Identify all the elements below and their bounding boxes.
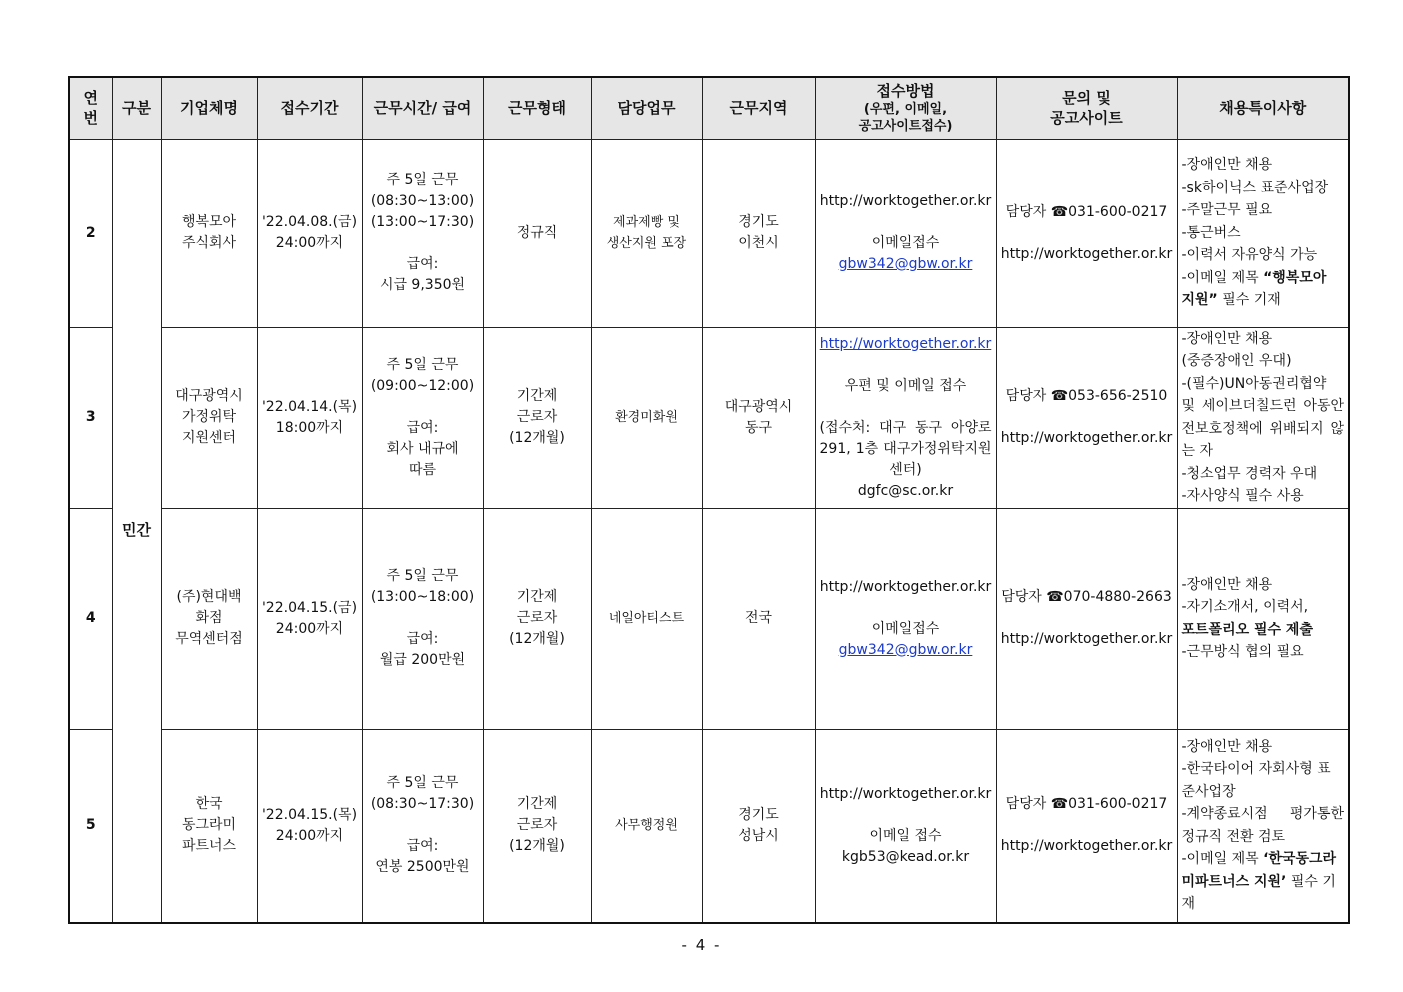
note-line: -sk하이닉스 표준사업장 <box>1181 179 1329 196</box>
region-cell: 경기도 이천시 <box>702 139 815 327</box>
contact-site-link[interactable]: http://worktogether.or.kr <box>1000 430 1173 446</box>
table-row <box>69 508 1349 729</box>
category-cell: 민간 <box>112 139 161 923</box>
method-address: (접수처: 대구 동구 아양로 291, 1층 대구가정위탁지원센터) <box>819 419 992 478</box>
period-cell: '22.04.14.(목) 18:00까지 <box>257 327 362 508</box>
header-method <box>815 77 996 139</box>
method-email: kgb53@kead.or.kr <box>841 848 970 865</box>
hours-pay-cell <box>362 139 483 327</box>
pay-line: 급여: <box>406 838 439 855</box>
pay-line: 연봉 2500만원 <box>375 859 470 876</box>
contact-cell <box>996 508 1177 729</box>
header-num: 연 번 <box>69 77 112 139</box>
job-posting-table <box>68 76 1350 924</box>
notes-cell <box>1177 327 1349 508</box>
header-period: 접수기간 <box>257 77 362 139</box>
header-duty: 담당업무 <box>591 77 702 139</box>
hours-line: 주 5일 근무 <box>386 172 459 188</box>
note-line: -근무방식 협의 필요 <box>1181 644 1304 660</box>
pay-line: 시급 9,350원 <box>379 277 466 293</box>
note-line: -주말근무 필요 <box>1181 202 1273 219</box>
duty-cell: 환경미화원 <box>591 327 702 508</box>
region-cell: 전국 <box>702 508 815 729</box>
note-line: -장애인만 채용 <box>1181 330 1273 347</box>
contact-cell <box>996 327 1177 508</box>
notes-cell <box>1177 139 1349 327</box>
method-site-link[interactable]: http://worktogether.or.kr <box>819 193 992 209</box>
note-line: (중증장애인 우대) <box>1181 353 1292 369</box>
pay-line: 회사 내규에 <box>386 440 459 457</box>
contact-site-link[interactable]: http://worktogether.or.kr <box>1000 245 1173 262</box>
table-header-row <box>69 77 1349 139</box>
type-cell: 기간제 근로자 (12개월) <box>483 327 591 508</box>
row-num: 3 <box>69 327 112 508</box>
hours-line: (08:30~13:00) <box>370 193 475 209</box>
type-cell: 기간제 근로자 (12개월) <box>483 508 591 729</box>
method-title: 우편 및 이메일 접수 <box>844 377 967 394</box>
method-title: 이메일 접수 <box>869 827 942 844</box>
pay-line: 급여: <box>406 631 439 647</box>
header-region: 근무지역 <box>702 77 815 139</box>
company-cell: 대구광역시 가정위탁 지원센터 <box>161 327 257 508</box>
note-line: -장애인만 채용 <box>1181 157 1273 174</box>
hours-line: (13:00~17:30) <box>370 214 475 230</box>
note-line: -장애인만 채용 <box>1181 576 1273 593</box>
page-number: - 4 - <box>681 936 722 954</box>
hours-line: 주 5일 근무 <box>386 356 459 373</box>
pay-line: 급여: <box>406 256 439 272</box>
pay-line: 따름 <box>408 461 437 478</box>
note-line: -장애인만 채용 <box>1181 738 1273 755</box>
method-site-link[interactable]: http://worktogether.or.kr <box>819 335 992 352</box>
duty-cell: 네일아티스트 <box>591 508 702 729</box>
header-method-title: 접수방법 <box>876 82 935 101</box>
method-cell <box>815 139 996 327</box>
notes-cell <box>1177 729 1349 923</box>
contact-cell <box>996 729 1177 923</box>
note-line: -(필수)UN아동권리협약 및 세이브더칠드런 아동안전보호정책에 위배되지 않는 자 <box>1181 375 1344 459</box>
company-cell: 한국 동그라미 파트너스 <box>161 729 257 923</box>
row-num: 2 <box>69 139 112 327</box>
pay-line: 월급 200만원 <box>379 652 466 668</box>
company-cell: (주)현대백 화점 무역센터점 <box>161 508 257 729</box>
hours-pay-cell <box>362 327 483 508</box>
row-num: 5 <box>69 729 112 923</box>
note-line: -이메일 제목 “행복모아 지원” 필수 기재 <box>1181 269 1327 309</box>
method-cell <box>815 327 996 508</box>
note-line: -이력서 자유양식 가능 <box>1181 247 1318 264</box>
note-line: -계약종료시점 평가통한 정규직 전환 검토 <box>1181 806 1344 845</box>
method-title: 이메일접수 <box>871 235 940 251</box>
contact-person: 담당자 ☎031-600-0217 <box>1005 796 1168 813</box>
type-cell: 기간제 근로자 (12개월) <box>483 729 591 923</box>
period-cell: '22.04.08.(금) 24:00까지 <box>257 139 362 327</box>
method-site-link[interactable]: http://worktogether.or.kr <box>819 578 992 595</box>
method-title: 이메일접수 <box>871 620 940 637</box>
hours-pay-cell <box>362 508 483 729</box>
hours-line: 주 5일 근무 <box>386 568 459 584</box>
notes-cell <box>1177 508 1349 729</box>
header-method-sub: (우편, 이메일, 공고사이트접수) <box>858 102 953 135</box>
region-cell: 대구광역시 동구 <box>702 327 815 508</box>
method-site-link[interactable]: http://worktogether.or.kr <box>819 785 992 802</box>
contact-site-link[interactable]: http://worktogether.or.kr <box>1000 838 1173 855</box>
contact-person: 담당자 ☎053-656-2510 <box>1005 388 1168 404</box>
period-cell: '22.04.15.(금) 24:00까지 <box>257 508 362 729</box>
hours-pay-cell <box>362 729 483 923</box>
hours-line: 주 5일 근무 <box>386 775 459 792</box>
company-cell: 행복모아 주식회사 <box>161 139 257 327</box>
hours-line: (08:30~17:30) <box>370 796 475 813</box>
method-cell <box>815 508 996 729</box>
note-line: -자사양식 필수 사용 <box>1181 488 1304 504</box>
hours-line: (09:00~12:00) <box>370 377 475 394</box>
method-email-link[interactable]: gbw342@gbw.or.kr <box>838 641 973 658</box>
note-line-bold: 포트폴리오 필수 제출 <box>1181 621 1313 638</box>
pay-line: 급여: <box>406 419 439 436</box>
table-row <box>69 729 1349 923</box>
header-company: 기업체명 <box>161 77 257 139</box>
method-email: dgfc@sc.or.kr <box>857 482 954 499</box>
hours-line: (13:00~18:00) <box>370 589 475 605</box>
contact-person: 담당자 ☎031-600-0217 <box>1005 203 1168 220</box>
method-cell <box>815 729 996 923</box>
type-cell: 정규직 <box>483 139 591 327</box>
note-line: -자기소개서, 이력서, <box>1181 599 1309 615</box>
contact-cell <box>996 139 1177 327</box>
header-contact: 문의 및 공고사이트 <box>996 77 1177 139</box>
note-line: -한국타이어 자회사형 표준사업장 <box>1181 761 1331 800</box>
table-row <box>69 327 1349 508</box>
header-hours-pay: 근무시간/ 급여 <box>362 77 483 139</box>
note-line: -청소업무 경력자 우대 <box>1181 465 1318 482</box>
period-cell: '22.04.15.(목) 24:00까지 <box>257 729 362 923</box>
table-row <box>69 139 1349 327</box>
header-type: 근무형태 <box>483 77 591 139</box>
method-email-link[interactable]: gbw342@gbw.or.kr <box>838 256 973 272</box>
row-num: 4 <box>69 508 112 729</box>
region-cell: 경기도 성남시 <box>702 729 815 923</box>
duty-cell: 제과제빵 및 생산지원 포장 <box>591 139 702 327</box>
header-category: 구분 <box>112 77 161 139</box>
contact-person: 담당자 ☎070-4880-2663 <box>1001 589 1172 605</box>
contact-site-link[interactable]: http://worktogether.or.kr <box>1000 631 1173 647</box>
header-notes: 채용특이사항 <box>1177 77 1349 139</box>
note-line: -통근버스 <box>1181 224 1241 241</box>
duty-cell: 사무행정원 <box>591 729 702 923</box>
note-line: -이메일 제목 ‘한국동그라미파트너스 지원’ 필수 기재 <box>1181 851 1337 913</box>
